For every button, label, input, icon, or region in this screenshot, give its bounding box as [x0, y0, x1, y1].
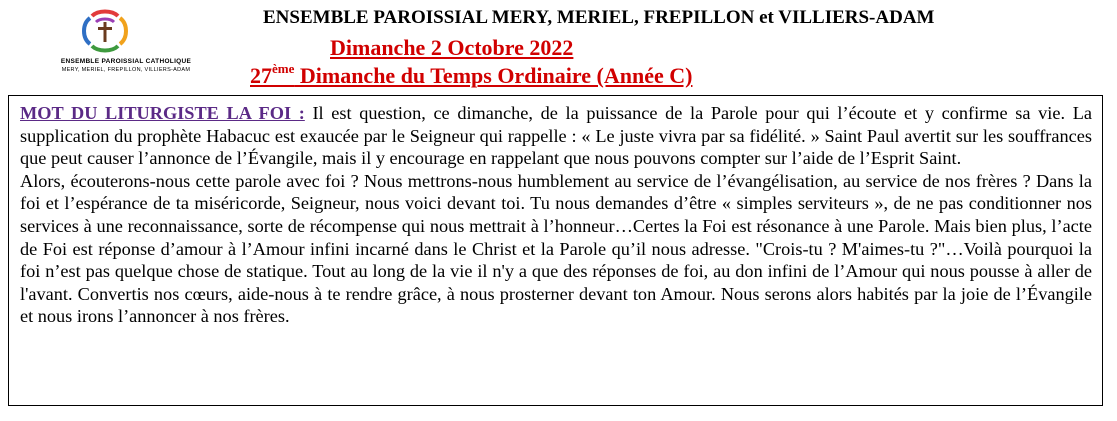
article-box	[8, 95, 1103, 406]
church-logo-icon	[74, 8, 136, 56]
article-title: MOT DU LITURGISTE LA FOI :	[20, 103, 305, 123]
sunday-text: Dimanche du Temps Ordinaire (Année C)	[294, 63, 693, 88]
article-paragraph-2: Alors, écouterons-nous cette parole avec foi ? Nous mettrons-nous humblement au service de l’évangélisation, au service de nos frères ? Dans la foi et l’espérance de ta miséricorde, Seigneur, nous voici devant toi. Tu nous demandes d’être « simples serviteurs », de ne pas conditionner nos services à une reconnaissance, sorte de récompense qui nous mettrait à l’honneur…Certes la Foi est résonance à une Parole. Mais bien plus, l’acte de Foi est réponse d’amour à l’Amour infini incarné dans le Christ et la Parole qu’il nous adresse. "Crois-tu ? M'aimes-tu ?"…Voilà pourquoi la foi n’est pas quelque chose de statique. Tout au long de la vie il n'y a que des réponses de foi, au don infini de l’Amour qui nous pousse à aller de l'avant. Convertis nos cœurs, aide-nous à te rendre grâce, à nous prosterner devant ton Amour. Nous serons alors habités par la joie de l’Évangile et nous irons l’annoncer à nos frères.	[20, 170, 1092, 327]
parish-logo	[36, 8, 236, 78]
sunday-ordinal-suffix: ème	[272, 61, 295, 76]
sunday-number: 27	[250, 63, 272, 88]
article-paragraph-1	[20, 102, 1092, 170]
parish-name: ENSEMBLE PAROISSIAL MERY, MERIEL, FREPILLON et VILLIERS-ADAM	[263, 7, 935, 28]
logo-subtitle: MERY, MERIEL, FREPILLON, VILLIERS-ADAM	[61, 67, 191, 73]
liturgical-sunday-heading	[250, 63, 692, 89]
date-heading: Dimanche 2 Octobre 2022	[330, 35, 574, 60]
article-paragraph-1-text: Il est question, ce dimanche, de la puissance de la Parole pour qui l’écoute et y confirme sa vie. La supplication du prophète Habacuc est exaucée par le Seigneur qui rappelle : « Le juste vivra par sa fidélité. » Saint Paul avertit sur les souffrances que peut causer l’annonce de l’Évangile, mais il y encourage en rappelant que nous pouvons compter sur l’aide de l’Esprit Saint.	[20, 103, 1092, 169]
logo-title: ENSEMBLE PAROISSIAL CATHOLIQUE	[60, 58, 192, 65]
